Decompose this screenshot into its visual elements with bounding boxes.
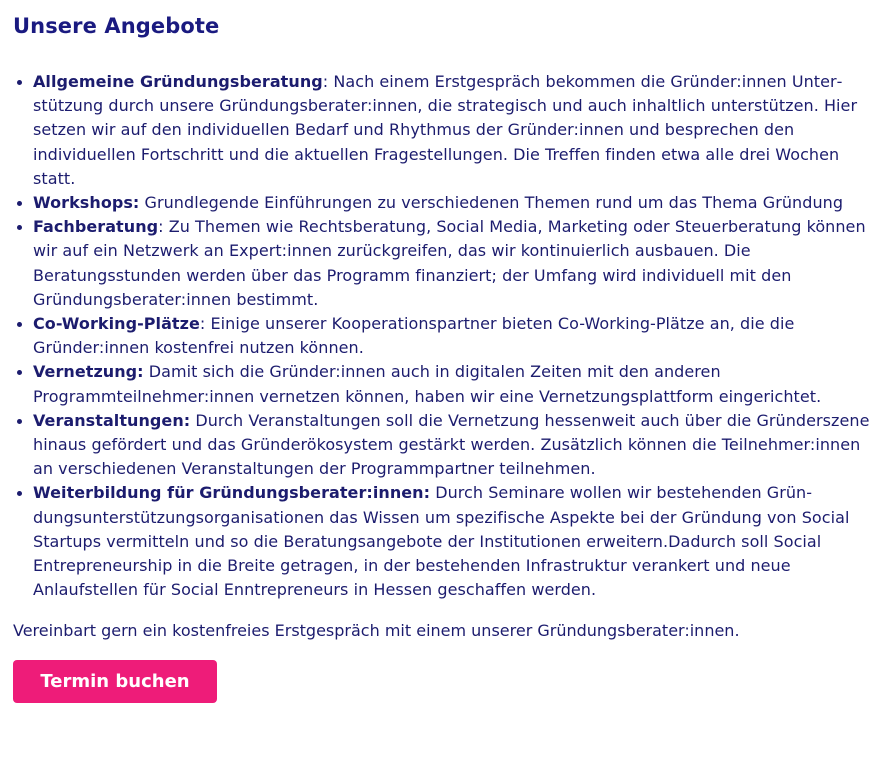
offer-text: Einige unserer Kooperationspartner bieten Co-Working-Plätze an, die die Gründer:innen kostenfrei nutzen können. xyxy=(33,314,795,358)
offer-separator: : xyxy=(199,314,211,334)
offer-item xyxy=(33,215,879,312)
offer-item xyxy=(33,70,879,191)
book-appointment-button[interactable]: Termin buchen xyxy=(13,660,217,703)
page-title: Unsere Angebote xyxy=(13,14,220,38)
offer-title: Vernetzung: xyxy=(33,362,144,382)
offer-item xyxy=(33,191,879,215)
offer-item xyxy=(33,409,879,482)
offer-item xyxy=(33,360,879,408)
offer-text: Zu Themen wie Rechtsberatung, Social Media, Marketing oder Steuerberatung können wir auf ein Netzwerk an Expert:innen zurückgreifen, das wir kontinuierlich ausbauen. Die Beratungsstunden werden über das Programm finanziert; der Umfang wird individuell mit den Gründungsberater:innen bestimmt. xyxy=(33,217,866,309)
offer-text: Durch Veranstaltungen soll die Vernetzung hessenweit auch über die Gründerszene hinaus gefördert und das Gründerökosystem gestärkt werden. Zusätzlich können die Teilnehmer:innen an verschiedenen Veranstaltungen der Programmpartner teilnehmen. xyxy=(33,410,870,479)
offer-title: Veranstaltungen: xyxy=(33,410,191,430)
offer-separator: : xyxy=(322,72,334,91)
offer-list xyxy=(13,70,879,602)
offer-item xyxy=(33,481,879,602)
offer-text: Grundlegende Einführungen zu verschiedenen Themen rund um das Thema Gründung xyxy=(144,193,844,213)
offer-text: Damit sich die Gründer:innen auch in digitalen Zeiten mit den anderen Programmteilnehmer:innen vernetzen können, haben wir eine Vernetzungsplattform eingerichtet. xyxy=(33,362,822,406)
offer-text: Nach einem Erstgespräch bekommen die Gründer:innen Unterstützung durch unsere Gründungsberater:innen, die strategisch und auch inhaltlich unterstützen. Hier setzen wir auf den individuellen Bedarf und Rhythmus der Gründer:innen und besprechen den individuellen Fortschritt und die aktuellen Fragestellungen. Die Treffen finden etwa alle drei Wochen statt. xyxy=(33,72,858,188)
outro-text: Vereinbart gern ein kostenfreies Erstgespräch mit einem unserer Gründungsberater:innen. xyxy=(13,621,740,641)
offer-title: Fachberatung xyxy=(33,217,159,237)
offer-title: Allgemeine Gründungsberatung xyxy=(33,72,323,91)
offer-title: Workshops: xyxy=(33,193,140,213)
offer-item xyxy=(33,312,879,360)
offer-title: Weiterbildung für Gründungsberater:innen: xyxy=(33,483,431,503)
offer-separator: : xyxy=(158,217,169,237)
offer-text: Durch Seminare wollen wir bestehenden Gründungsunterstützungsorganisationen das Wissen um spezifische Aspekte bei der Gründung von Social Startups vermitteln und so die Beratungsangebote der Institutionen erweitern.Dadurch soll Social Entrepreneurship in die Breite getragen, in der bestehenden Infrastruktur verankert und neue Anlaufstellen für Social Enntrepreneurs in Hessen geschaffen werden. xyxy=(33,483,850,600)
offer-title: Co-Working-Plätze xyxy=(33,314,200,334)
